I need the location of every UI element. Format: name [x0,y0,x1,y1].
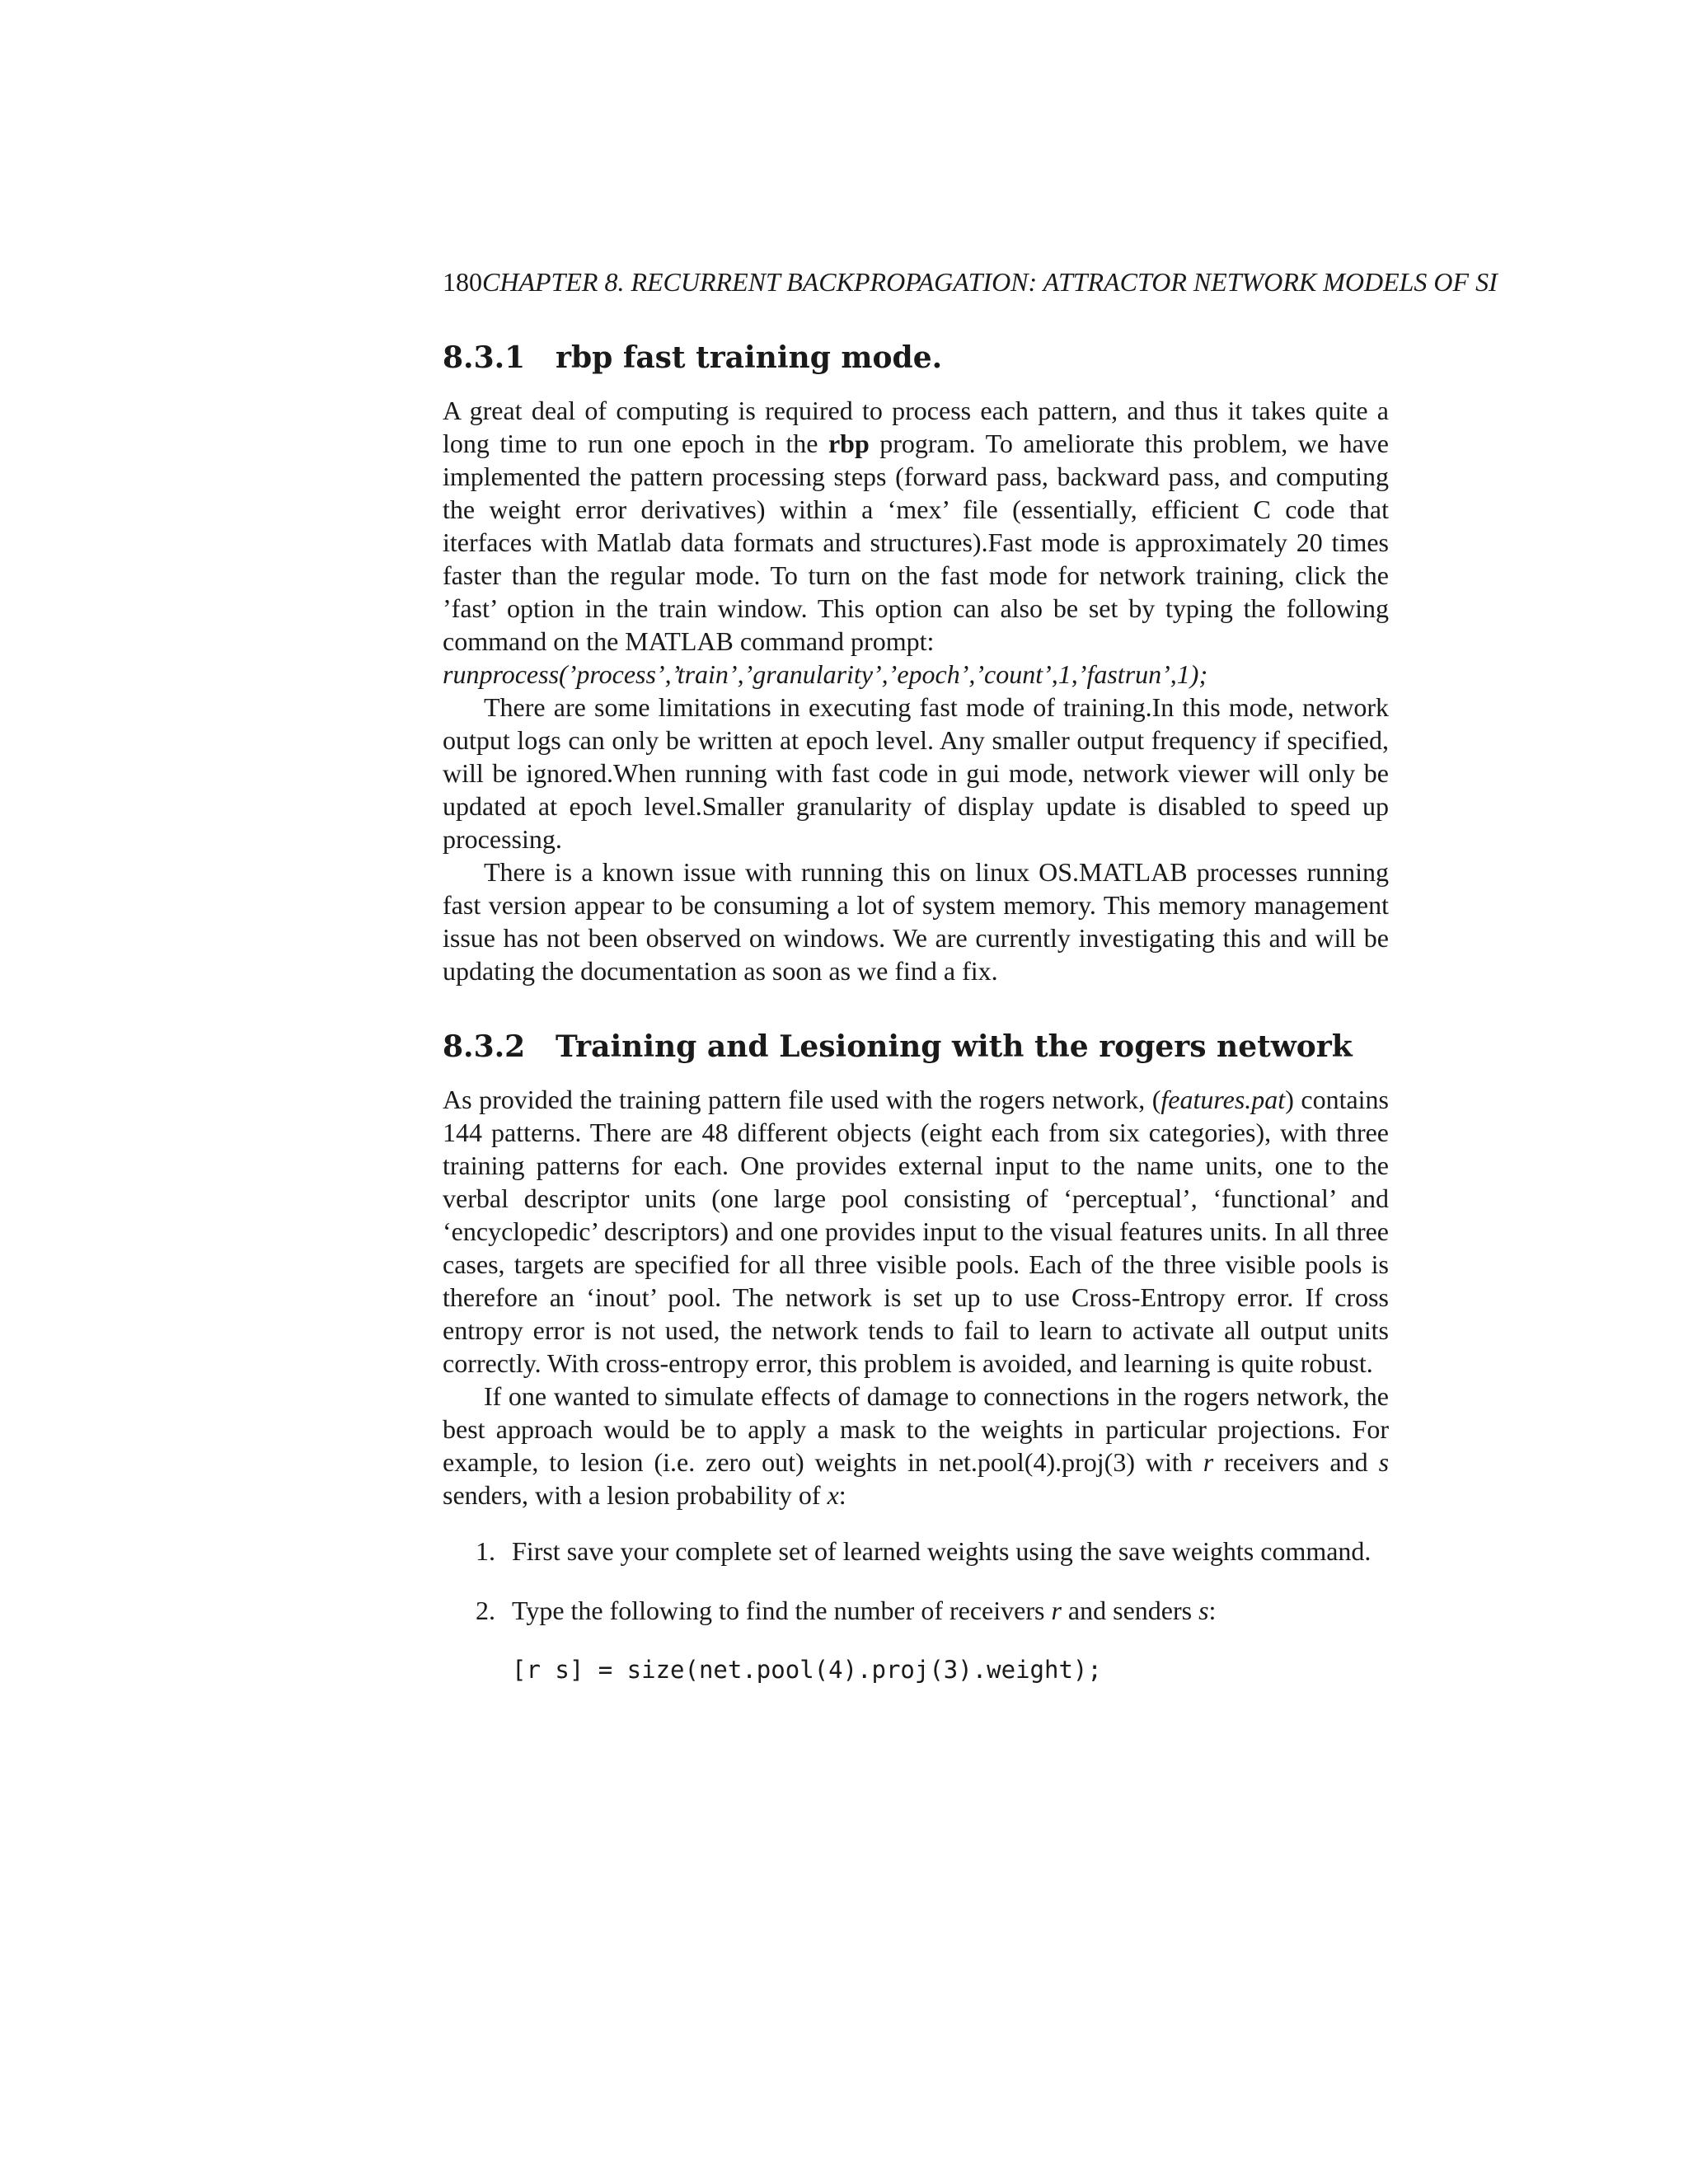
list-item [443,1535,1389,1568]
paragraph-text: : [838,1480,846,1510]
steps-list [443,1535,1389,1686]
page-content [443,338,1389,1713]
paragraph-text: receivers and [1213,1447,1379,1477]
code-block: [r s] = size(net.pool(4).proj(3).weight); [512,1656,1102,1684]
program-name: rbp [828,429,870,458]
paragraph-text: program. To ameliorate this problem, we have implemented the pattern processing steps (forward pass, backward pass, and computing the weight error derivatives) within a ‘mex’ file (essentially, efficient C code that iterfaces with Matlab data formats and structures).Fast mode is approximately 20 times faster than the regular mode. To turn on the fast mode for network training, click the ’fast’ option in the train window. This option can also be set by typing the following command on the MATLAB command prompt: [443,429,1390,656]
paragraph-text: ) contains 144 patterns. There are 48 different objects (eight each from six categories), with three training patterns for each. One provides external input to the name units, one to the verbal descriptor units (one large pool consisting of ‘perceptual’, ‘functional’ and ‘encyclopedic’ descriptors) and one provides input to the visual features units. In all three cases, targets are specified for all three visible pools. Each of the three visible pools is therefore an ‘inout’ pool. The network is set up to use Cross-Entropy error. If cross entropy error is not used, the network tends to fail to learn to activate all output units correctly. With cross-entropy error, this problem is avoided, and learning is quite robust. [443,1085,1390,1378]
command-line: runprocess(’process’,’train’,’granularity’,’epoch’,’count’,1,’fastrun’,1); [443,659,1208,689]
section-title: Training and Lesioning with the rogers network [556,1029,1353,1064]
paragraph [443,394,1389,658]
paragraph-text: If one wanted to simulate effects of damage to connections in the rogers network, the best approach would be to apply a mask to the weights in particular projections. For example, to lesion (i.e. zero out) weights in net.pool(4).proj(3) with [443,1381,1389,1477]
math-var: s [1198,1596,1209,1625]
paragraph-text: A great deal of computing is required to process each pattern, and thus it takes quite a long time to run one epoch in the [443,396,1389,458]
list-item-text: Type the following to find the number of receivers r and senders s: [512,1596,1217,1625]
page-number: 180 [443,267,482,297]
paragraph [443,1380,1389,1511]
paragraph: There is a known issue with running this on linux OS.MATLAB processes running fast version appear to be consuming a lot of system memory. This memory management issue has not been observed on windows. We are currently investigating this and will be updating the documentation as soon as we find a fix. [443,857,1389,986]
math-var: s [1378,1447,1390,1477]
section-heading-8-3-1 [443,338,1389,377]
chapter-title: CHAPTER 8. RECURRENT BACKPROPAGATION: ATTRACTOR NETWORK MODELS OF SI [482,267,1498,297]
running-header [443,265,1688,298]
list-item-text: First save your complete set of learned weights using the save weights command. [512,1536,1372,1566]
list-marker: 2. [476,1596,495,1625]
section-number: 8.3.1 [443,340,526,375]
list-item [443,1594,1389,1686]
paragraph-text: senders, with a lesion probability of [443,1480,828,1510]
paragraph-text: As provided the training pattern file used with the rogers network, ( [443,1085,1161,1114]
list-marker: 1. [476,1536,495,1566]
paragraph: There are some limitations in executing fast mode of training.In this mode, network output logs can only be written at epoch level. Any smaller output frequency if specified, will be ignored.When running with fast code in gui mode, network viewer will only be updated at epoch level.Smaller granularity of display update is disabled to speed up processing. [443,692,1389,854]
math-var: r [1051,1596,1062,1625]
paragraph [443,1083,1389,1380]
section-heading-8-3-2 [443,1027,1389,1066]
math-var: r [1203,1447,1214,1477]
section-title: rbp fast training mode. [556,340,943,375]
filename: features.pat [1160,1085,1286,1114]
section-number: 8.3.2 [443,1029,526,1064]
math-var: x [827,1480,839,1510]
